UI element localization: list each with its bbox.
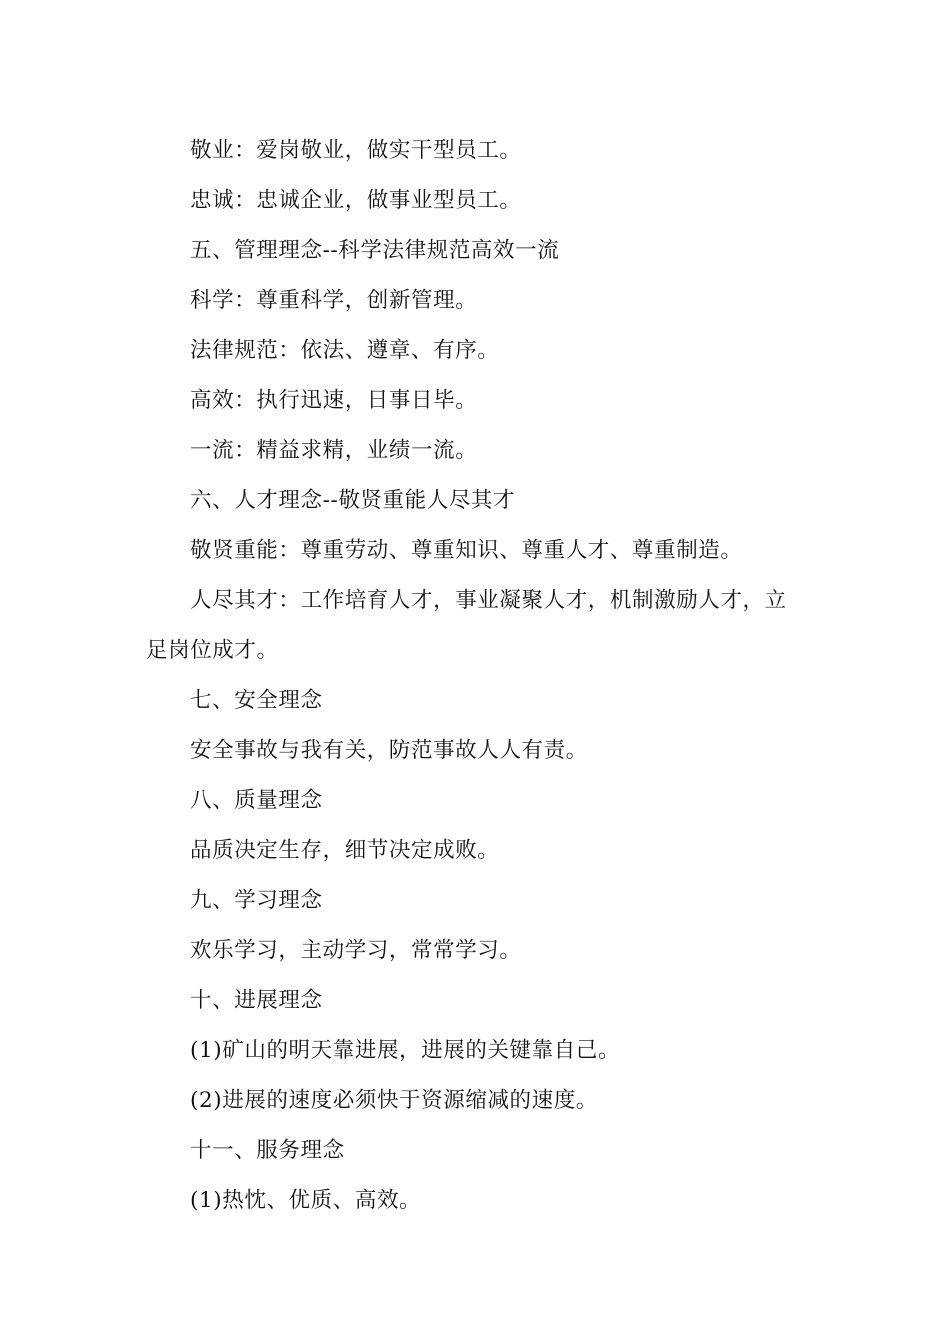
paragraph-safety: 安全事故与我有关，防范事故人人有责。	[190, 738, 588, 763]
paragraph-development-1: (1)矿山的明天靠进展，进展的关键靠自己。	[190, 1038, 621, 1063]
paragraph-legal-norms: 法律规范：依法、遵章、有序。	[190, 338, 500, 363]
heading-quality-philosophy: 八、质量理念	[190, 788, 323, 813]
heading-service-philosophy: 十一、服务理念	[190, 1138, 345, 1163]
paragraph-make-best-use-line-2: 足岗位成才。	[146, 638, 279, 663]
paragraph-first-class: 一流：精益求精，业绩一流。	[190, 438, 478, 463]
heading-learning-philosophy: 九、学习理念	[190, 888, 323, 913]
heading-safety-philosophy: 七、安全理念	[190, 688, 323, 713]
paragraph-learning: 欢乐学习，主动学习，常常学习。	[190, 938, 522, 963]
paragraph-loyalty: 忠诚：忠诚企业，做事业型员工。	[190, 188, 522, 213]
paragraph-dedication: 敬业：爱岗敬业，做实干型员工。	[190, 138, 522, 163]
document-body	[146, 134, 826, 1234]
heading-talent-philosophy: 六、人才理念--敬贤重能人尽其才	[190, 488, 516, 513]
paragraph-make-best-use-line-1: 人尽其才：工作培育人才，事业凝聚人才，机制激励人才，立	[190, 588, 787, 613]
paragraph-quality: 品质决定生存，细节决定成败。	[190, 838, 500, 863]
paragraph-respect-talent: 敬贤重能：尊重劳动、尊重知识、尊重人才、尊重制造。	[190, 538, 743, 563]
paragraph-development-2: (2)进展的速度必须快于资源缩减的速度。	[190, 1088, 598, 1113]
paragraph-service-1: (1)热忱、优质、高效。	[190, 1188, 422, 1213]
paragraph-efficiency: 高效：执行迅速，日事日毕。	[190, 388, 478, 413]
paragraph-science: 科学：尊重科学，创新管理。	[190, 288, 478, 313]
heading-management-philosophy: 五、管理理念--科学法律规范高效一流	[190, 238, 560, 263]
heading-development-philosophy: 十、进展理念	[190, 988, 323, 1013]
